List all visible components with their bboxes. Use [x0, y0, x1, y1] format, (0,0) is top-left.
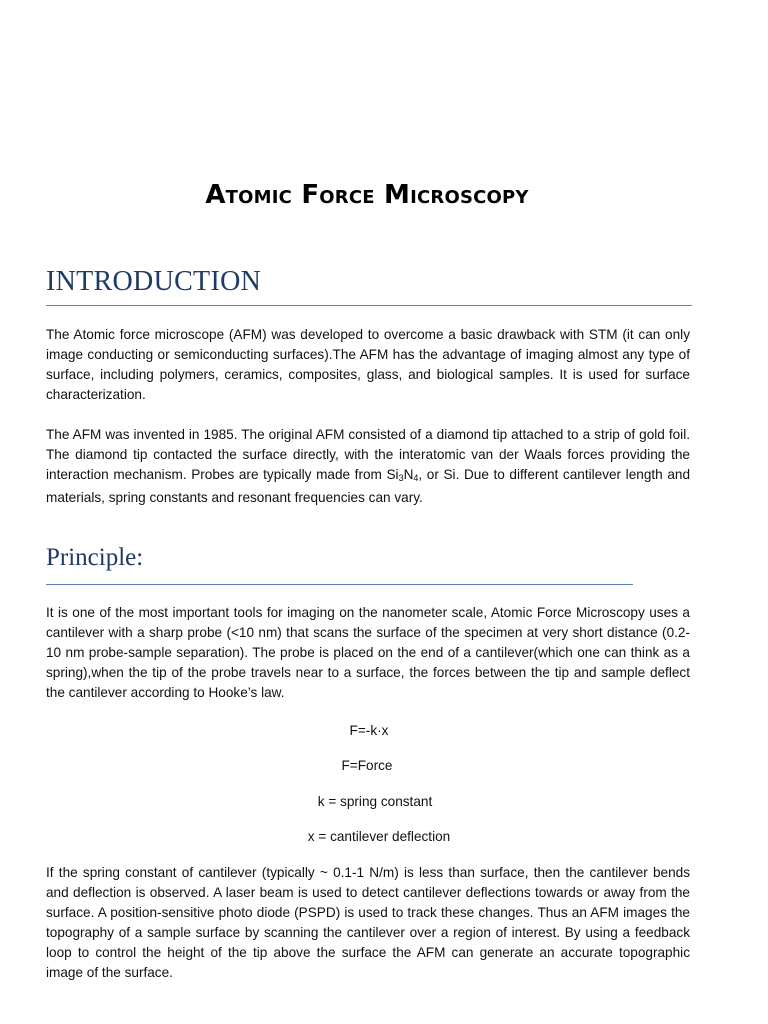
- formula-definition-spring-constant: k = spring constant: [317, 794, 433, 809]
- introduction-paragraph-1: The Atomic force microscope (AFM) was developed to overcome a basic drawback with STM (it can only image conducting or semiconducting surfaces).The AFM has the advantage of imaging almost any type of surface, including polymers, ceramics, composites, glass, and biological samples. It is used for surface characterization.: [46, 327, 690, 402]
- principle-divider: [46, 584, 633, 585]
- formula-definition-force: F=Force: [341, 758, 393, 773]
- subscript-3: 3: [398, 473, 404, 483]
- hookes-law-formula: F=-k·x: [349, 723, 389, 738]
- formula-definition-deflection: x = cantilever deflection: [307, 829, 451, 844]
- introduction-paragraph-2-tail: , or Si. Due to different cantilever length and materials, spring constants and resonant frequencies can vary.: [46, 467, 690, 505]
- introduction-heading: INTRODUCTION: [46, 266, 262, 297]
- principle-paragraph-1: It is one of the most important tools for imaging on the nanometer scale, Atomic Force Microscopy uses a cantilever with a sharp probe (<10 nm) that scans the surface of the specimen at very short distance (0.2-10 nm probe-sample separation). The probe is placed on the end of a cantilever(which one can think as a spring),when the tip of the probe travels near to a surface, the forces between the tip and sample deflect the cantilever according to Hooke’s law.: [46, 605, 690, 700]
- nitrogen-symbol: N: [403, 467, 414, 482]
- introduction-divider: [46, 305, 692, 306]
- introduction-paragraph-2-lead: The AFM was invented in 1985. The original AFM consisted of a diamond tip attached to a strip of gold foil. The diamond tip contacted the surface directly, with the interatomic van der Waals forces providing the interaction mechanism. Probes are typically made from Si: [46, 427, 690, 482]
- subscript-4: 4: [413, 473, 419, 483]
- principle-paragraph-2: If the spring constant of cantilever (typically ~ 0.1-1 N/m) is less than surface, then the cantilever bends and deflection is observed. A laser beam is used to detect cantilever deflections towards or away from the surface. A position-sensitive photo diode (PSPD) is used to track these changes. Thus an AFM images the topography of a sample surface by scanning the cantilever over a region of interest. By using a feedback loop to control the height of the tip above the surface the AFM can generate an accurate topographic image of the surface.: [46, 865, 690, 980]
- principle-heading: Principle:: [46, 544, 144, 571]
- introduction-paragraph-2: [46, 425, 690, 508]
- document-title: Atomic Force Microscopy: [205, 180, 529, 210]
